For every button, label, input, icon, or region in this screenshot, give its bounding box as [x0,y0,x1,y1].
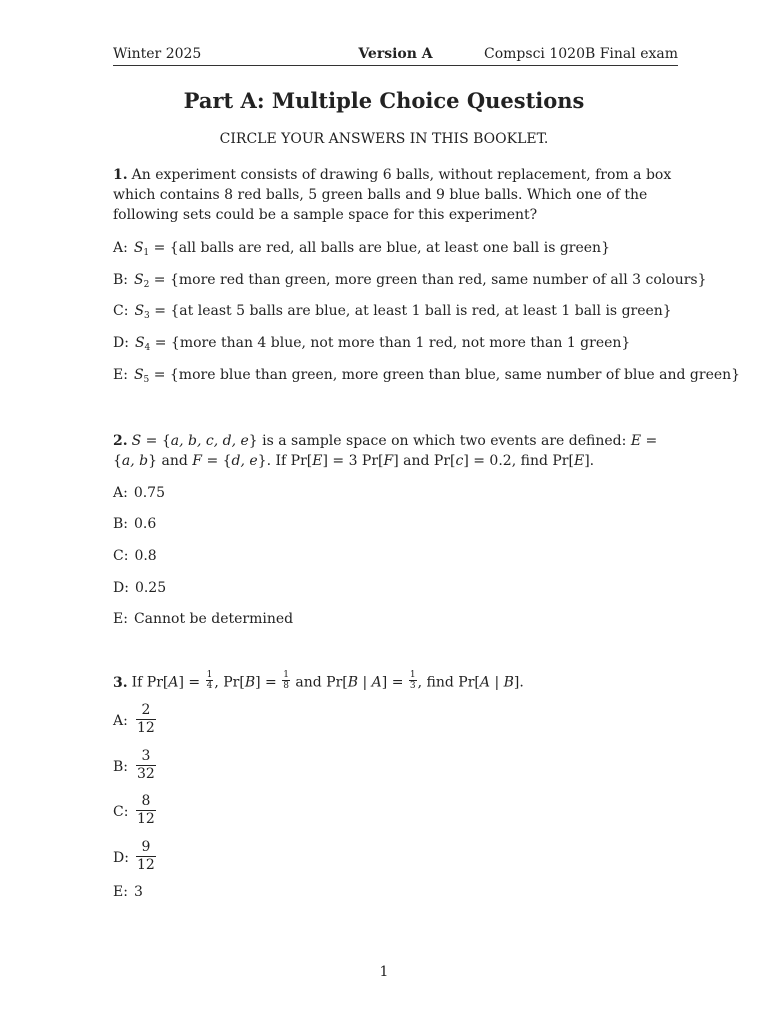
question-1-text: An experiment consists of drawing 6 balls, without replacement, from a box which contains 8 red balls, 5 green balls and 9 blue balls. Which one of the following sets could be a sample space for this experiment? [113,167,672,223]
question-2-number: 2. [113,433,128,449]
q3-option-a[interactable]: A: [113,713,128,729]
q1-option-d[interactable]: D: $S_4$ = {more than 4 blue, not more than 1 red, not more than 1 green} [113,335,631,353]
q1-option-a[interactable]: A: $S_1 = \{all$ balls are red, all balls are blue, at least one ball is green} [113,240,610,258]
q1-option-e[interactable]: E: $S_5$ = {more blue than green, more green than blue, same number of blue and green} [113,367,741,385]
q3-option-b[interactable]: B: [113,759,129,775]
question-1 [113,165,678,225]
q3-option-d-fraction: $\frac{9}{12}$ [137,839,155,873]
page-header [113,45,678,66]
q3-option-c[interactable]: C: [113,804,129,820]
page-title: Part A: Multiple Choice Questions [183,88,585,113]
page-number: 1 [379,964,389,980]
question-1-number: 1. [113,167,128,183]
question-2: 2. S = {a, b, c, d, e} is a sample space on which two events are defined: E = {a, b} and F = {d, e}. If Pr[E] = 3 Pr[F] and Pr[c] = 0.2, find Pr[E]. [113,433,658,469]
q3-option-c-fraction: $\frac{8}{12}$ [137,793,155,827]
question-3-number: 3. [113,674,128,691]
q2-option-b[interactable]: B: 0.6 [113,516,157,532]
q2-option-a[interactable]: A: 0.75 [113,485,165,501]
q2-option-c[interactable]: C: 0.8 [113,548,157,564]
course-label: Compsci 1020B Final exam [484,46,678,62]
q3-option-d[interactable]: D: [113,850,129,866]
question-3: 3. If Pr[A] = $\frac{1}{4}$ , Pr[B] = $\frac{1}{8}$ and Pr[B | A] = $\frac{1}{3}$ , find Pr[A | B]. [113,670,524,691]
instructions: CIRCLE YOUR ANSWERS IN THIS BOOKLET. [219,131,549,147]
q1-option-b[interactable]: B: $S_2$ = {more red than green, more green than red, same number of all 3 colours} [113,272,707,290]
term-label: Winter 2025 [113,46,202,62]
q3-option-b-fraction: $\frac{3}{32}$ [137,748,155,782]
q2-option-e[interactable]: E: Cannot be determined [113,611,294,627]
q3-option-e[interactable]: E: 3 [113,884,143,900]
version-label: Version A [358,46,433,62]
q1-option-c[interactable]: C: $S_3 = \{at$ least 5 balls are blue, at least 1 ball is red, at least 1 ball is green} [113,303,672,321]
q3-option-a-fraction: $\frac{2}{12}$ [137,702,155,736]
q2-option-d[interactable]: D: 0.25 [113,580,167,596]
